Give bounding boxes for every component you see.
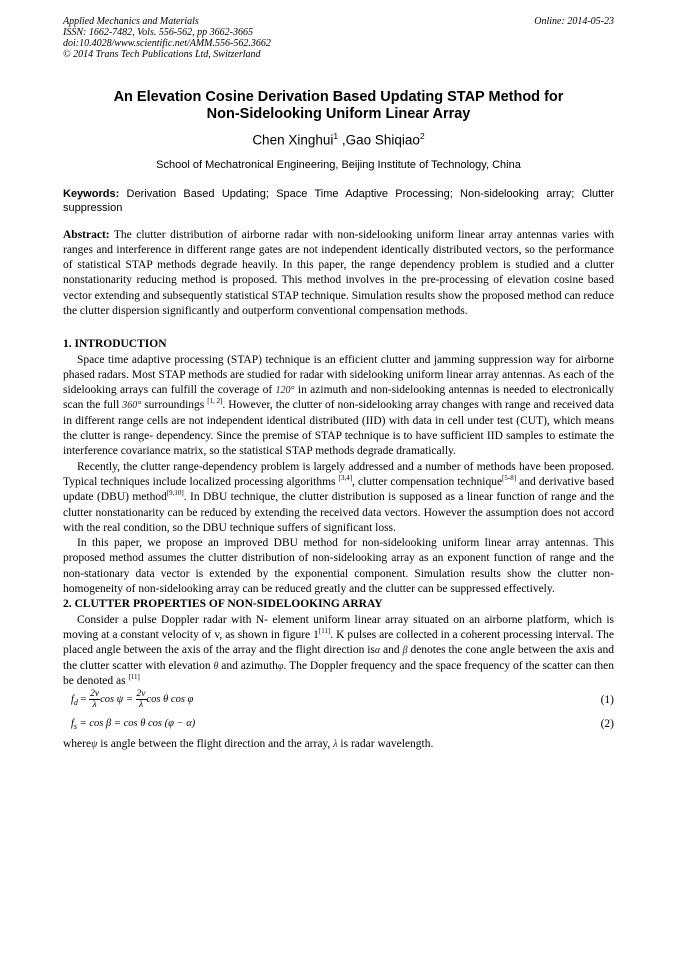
citation-1-2: [1, 2] [207,397,223,406]
keywords-label: Keywords: [63,187,120,200]
math-beta: β [402,645,408,657]
clutter-p1-text-f: . The Doppler frequency and the space frequency of the scatter can then be denoted as [63,659,615,687]
clutter-p1-text-a: Consider a pulse Doppler radar with N- element uniform linear array situated on an airborne platform, which is moving at a constant velocity of v, as shown in figure 1 [63,613,614,641]
intro-p1-text-a: Space time adaptive processing (STAP) technique is an efficient clutter and jamming suppression way for airborne phased radars. Most STAP methods are studied for radar with sidelooking uniform linear array antennas. As each of the sidelooking arrays can fulfill the coverage of [63,353,614,397]
author-1-affil: 1 [333,131,339,141]
author-1: Chen Xinghui [252,132,334,148]
clutter-p1-text-c: and [380,644,403,657]
journal-header [63,16,614,60]
eq1-frac1-den: λ [92,700,97,711]
issn-line: ISSN: 1662-7482, Vols. 556-562, pp 3662-3665 [63,27,253,38]
eq1-lhs: f [71,694,74,706]
eq1-frac2-den: λ [138,700,144,711]
abstract-label: Abstract: [63,228,110,241]
intro-p2-text-d: . In DBU technique, the clutter distribution is supposed as a linear function of range and the clutter nonstationarity can be reduced by extending the received data vectors. However the assumption does not accord with the real condition, so the DBU technique suffers of significant loss. [63,491,614,534]
clutter-paragraph-1 [63,613,614,689]
clutter-paragraph-2 [63,737,614,752]
clutter-p1-text-d: denotes the cone angle between the axis and the clutter scatter with elevation [63,644,614,672]
section-2-heading: 2. CLUTTER PROPERTIES OF NON-SIDELOOKING ARRAY [63,598,383,611]
eq1-mid: cos ψ = [100,694,136,706]
math-120-deg: 120° [275,385,295,397]
eq1-fraction-1 [89,689,100,710]
eq1-number: (1) [600,694,614,707]
citation-3-4: [3,4] [338,474,353,483]
intro-p2-text-c: and derivative based update (DBU) method [63,475,614,504]
intro-p2-text-b: , clutter compensation technique [352,475,503,488]
clutter-p2-text-a: where [63,738,92,751]
math-lambda: λ [333,739,338,751]
paper-title [63,89,614,123]
intro-p1-text-b: in azimuth and non-sidelooking antennas is needed to electronically scan the full [63,384,615,412]
journal-name: Applied Mechanics and Materials [63,16,199,27]
author-separator: , [338,132,346,148]
affiliation: School of Mechatronical Engineering, Beijing Institute of Technology, China [156,158,521,171]
clutter-p2-text-c: is radar wavelength. [337,738,434,751]
intro-p1-text-c: surroundings [144,399,205,412]
eq2-number: (2) [600,718,614,731]
title-line-1: An Elevation Cosine Derivation Based Updating STAP Method for [113,89,564,105]
author-2-affil: 2 [419,131,425,141]
online-date: Online: 2014-05-23 [534,16,614,27]
eq2-lhs-sub: s [73,722,78,732]
eq1-rhs: cos θ cos φ [146,694,194,706]
intro-paragraph-3: In this paper, we propose an improved DBU method for non-sidelooking uniform linear array antennas. This proposed method assumes the clutter distribution of non-sidelooking array as an exponent function of range and the non-stationary data vector is extended by the exponential component. Simulation results show the clutter non-homogeneity of non-sidelooking array can be reduced greatly and the clutter can be suppressed effectively. [63,537,614,596]
math-360-deg: 360° [122,400,142,412]
equation-1 [63,689,614,713]
intro-paragraph-1 [63,353,614,460]
abstract [63,228,614,320]
citation-9-10: [9,10] [166,489,184,498]
doi-line: doi:10.4028/www.scientific.net/AMM.556-562.3662 [63,38,271,49]
intro-p1-text-d: . However, the clutter of non-sidelooking array changes with range and received data in different range cells are not independent identical distributed (IID) with data in cell under test (CUT), which means the clutter is range- dependency. Since the premise of STAP technique is to have sufficient IID samples to estimate the interference covariance matrix, so the statistical STAP methods degrade dramatically. [63,399,615,458]
citation-11-a: [11] [318,627,331,636]
section-1-heading: 1. INTRODUCTION [63,338,167,351]
math-theta: θ [213,660,219,672]
abstract-text: The clutter distribution of airborne radar with non-sidelooking uniform linear array antennas varies with ranges and interference in different range gates are not independent identically distributed vectors, so the performance of statistical STAP methods degrade heavily. In this paper, the range dependency problem is studied and a clutter nonstationarity reducing method is proposed. This method involves in the pre-processing of elevation cosine based vector extending and subsequently statistical STAP technique. Simulation results show the proposed method can reduce the clutter dispersion significantly and outperform conventional compensation methods. [63,228,614,317]
keywords [63,187,614,215]
author-2: Gao Shiqiao [345,132,420,148]
eq1-frac2-num: 2v [136,689,146,700]
citation-11-b: [11] [128,672,140,681]
intro-paragraph-2 [63,460,614,536]
keywords-text: Derivation Based Updating; Space Time Adaptive Processing; Non-sidelooking array; Clutter suppression [63,187,614,214]
author-list [63,127,614,150]
eq1-fraction-2 [136,689,147,710]
math-psi: ψ [91,739,98,751]
equation-2 [63,713,614,737]
title-line-2: Non-Sidelooking Uniform Linear Array [206,106,471,122]
clutter-p2-text-b: is angle between the flight direction and the array, [97,738,331,751]
clutter-p1-text-e: and azimuth [218,659,278,672]
copyright-line: © 2014 Trans Tech Publications Ltd, Switzerland [63,49,261,60]
citation-5-8: [5-8] [502,474,517,483]
math-alpha: α [374,645,381,657]
eq1-equals: = [77,694,90,706]
intro-p2-text-a: Recently, the clutter range-dependency problem is largely addressed and a number of methods have been proposed. Typical techniques include localized processing algorithms [63,460,614,488]
math-phi: φ [277,660,284,672]
eq1-frac1-num: 2v [90,689,100,700]
eq2-lhs: f [71,718,74,730]
clutter-p1-text-b: . K pulses are collected in a coherent processing interval. The placed angle between the axis of the array and the flight direction is [63,628,614,657]
paper-page [63,16,614,752]
eq2-rest: = cos β = cos θ cos (φ − α) [77,718,196,730]
eq1-lhs-sub: d [73,698,78,708]
